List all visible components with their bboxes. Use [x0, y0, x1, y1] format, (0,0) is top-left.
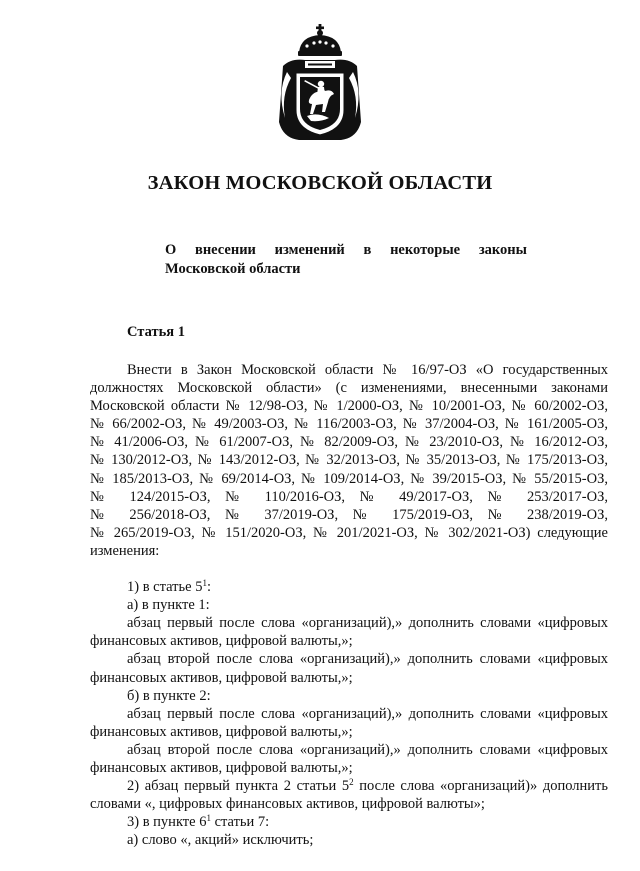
item-3a: а) слово «, акций» исключить;: [127, 832, 314, 849]
intro-line: должностях Московской области» (с изменениями, внесенными законами: [90, 380, 608, 397]
intro-line: Внести в Закон Московской области № 16/97-ОЗ «О государственных: [127, 362, 608, 378]
intro-line: № 265/2019-ОЗ, № 151/2020-ОЗ, № 201/2021-ОЗ, № 302/2021-ОЗ) следующие: [90, 524, 608, 541]
intro-line: № 124/2015-ОЗ, № 110/2016-ОЗ, № 49/2017-ОЗ, № 253/2017-ОЗ,: [90, 488, 608, 505]
article-heading: Статья 1: [127, 324, 185, 340]
item-2: 2) абзац первый пункта 2 статьи $5^2$ после слова «организаций)» дополнить: [127, 777, 608, 795]
item-1a-paragraph-2-cont: финансовых активов, цифровой валюты,»;: [90, 669, 353, 686]
intro-line: Московской области № 12/98-ОЗ, № 1/2000-ОЗ, № 10/2001-ОЗ, № 60/2002-ОЗ,: [90, 398, 608, 415]
item-1b-paragraph-2: абзац второй после слова «организаций),» дополнить словами «цифровых: [127, 741, 608, 758]
intro-line: № 185/2013-ОЗ, № 69/2014-ОЗ, № 109/2014-ОЗ, № 39/2015-ОЗ, № 55/2015-ОЗ,: [90, 470, 608, 487]
item-1a-paragraph-1-cont: финансовых активов, цифровой валюты,»;: [90, 633, 353, 650]
intro-line: № 41/2006-ОЗ, № 61/2007-ОЗ, № 82/2009-ОЗ, № 23/2010-ОЗ, № 16/2012-ОЗ,: [90, 434, 608, 451]
intro-line: изменения:: [90, 542, 160, 559]
item-1b-paragraph-1-cont: финансовых активов, цифровой валюты,»;: [90, 723, 353, 740]
item-1b-paragraph-2-cont: финансовых активов, цифровой валюты,»;: [90, 759, 353, 776]
document-title: ЗАКОН МОСКОВСКОЙ ОБЛАСТИ: [147, 172, 493, 194]
item-1: 1) в статье $5^1$:: [127, 578, 211, 596]
item-1a-paragraph-1: абзац первый после слова «организаций),» дополнить словами «цифровых: [127, 615, 608, 632]
intro-line: № 66/2002-ОЗ, № 49/2003-ОЗ, № 116/2003-ОЗ, № 37/2004-ОЗ, № 161/2005-ОЗ,: [90, 416, 608, 433]
item-2-cont: словами «, цифровых финансовых активов, цифровой валюты»;: [90, 796, 485, 813]
item-1a: а) в пункте 1:: [127, 597, 210, 614]
subject-line-1: О внесении изменений в некоторые законы: [165, 242, 527, 258]
intro-line: № 130/2012-ОЗ, № 143/2012-ОЗ, № 32/2013-ОЗ, № 35/2013-ОЗ, № 175/2013-ОЗ,: [90, 452, 608, 469]
subject-line-2: Московской области: [165, 261, 301, 277]
intro-line: № 256/2018-ОЗ, № 37/2019-ОЗ, № 175/2019-ОЗ, № 238/2019-ОЗ,: [90, 506, 608, 523]
item-1b-paragraph-1: абзац первый после слова «организаций),» дополнить словами «цифровых: [127, 705, 608, 722]
document-body: [90, 361, 608, 849]
coat-of-arms-icon: [271, 22, 369, 150]
item-1b: б) в пункте 2:: [127, 687, 211, 704]
item-1a-paragraph-2: абзац второй после слова «организаций),» дополнить словами «цифровых: [127, 651, 608, 668]
law-subject: [165, 241, 527, 279]
item-3: 3) в пункте $6^1$ статьи 7:: [127, 813, 270, 831]
